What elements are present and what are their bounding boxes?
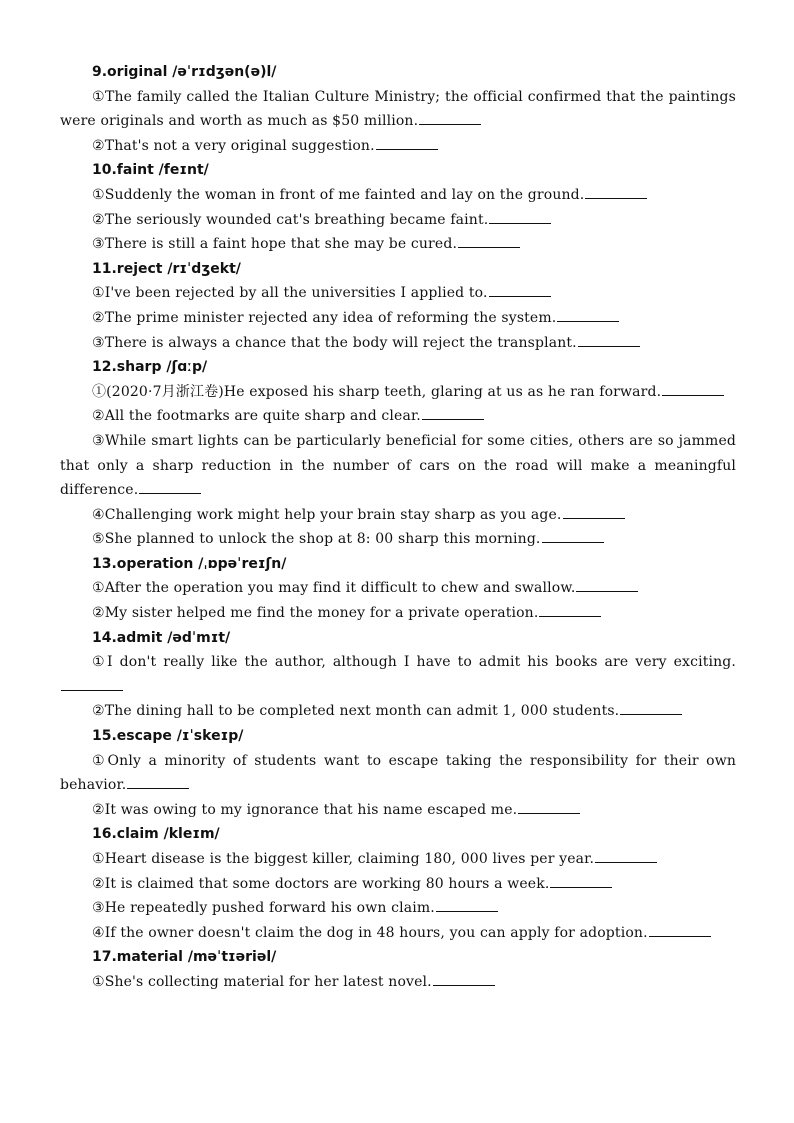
- answer-blank[interactable]: [542, 529, 604, 543]
- example-sentence: [60, 503, 736, 528]
- example-sentence: [60, 798, 736, 823]
- sentence-text: ④Challenging work might help your brain stay sharp as you age.: [92, 506, 562, 523]
- answer-blank[interactable]: [539, 603, 601, 617]
- sentence-text: ②The dining hall to be completed next month can admit 1, 000 students.: [92, 703, 620, 720]
- answer-blank[interactable]: [433, 972, 495, 986]
- example-sentence: [60, 134, 736, 159]
- example-sentence: [60, 85, 736, 134]
- vocab-entry: [60, 60, 736, 158]
- vocab-heading: 17.material /məˈtɪəriəl/: [92, 949, 277, 966]
- sentence-text: ②The prime minister rejected any idea of reforming the system.: [92, 309, 557, 326]
- answer-blank[interactable]: [620, 701, 682, 715]
- sentence-text: ③He repeatedly pushed forward his own claim.: [92, 900, 435, 917]
- sentence-text: ④If the owner doesn't claim the dog in 48 hours, you can apply for adoption.: [92, 924, 648, 941]
- example-sentence: [60, 281, 736, 306]
- answer-blank[interactable]: [436, 898, 498, 912]
- sentence-text: ①Suddenly the woman in front of me fainted and lay on the ground.: [92, 186, 585, 203]
- example-sentence: [60, 921, 736, 946]
- sentence-text: ①She's collecting material for her latest novel.: [92, 973, 432, 990]
- sentence-text: ②All the footmarks are quite sharp and clear.: [92, 408, 421, 425]
- sentence-text: ③There is always a chance that the body will reject the transplant.: [92, 334, 577, 351]
- sentence-text: ①After the operation you may find it difficult to chew and swallow.: [92, 580, 576, 597]
- vocab-heading: 15.escape /ɪˈskeɪp/: [92, 728, 244, 745]
- example-sentence: [60, 576, 736, 601]
- answer-blank[interactable]: [458, 234, 520, 248]
- sentence-text: ①I don't really like the author, although I have to admit his books are very exciting.: [92, 654, 736, 671]
- vocab-entry: [60, 626, 736, 724]
- example-sentence: [60, 380, 736, 405]
- document-page: [60, 60, 736, 995]
- sentence-text: ①Heart disease is the biggest killer, claiming 180, 000 lives per year.: [92, 851, 595, 867]
- vocab-entry: [60, 257, 736, 355]
- example-sentence: [60, 527, 736, 552]
- answer-blank[interactable]: [61, 677, 123, 691]
- example-sentence: [60, 650, 736, 699]
- answer-blank[interactable]: [489, 210, 551, 224]
- sentence-text: ③There is still a faint hope that she may be cured.: [92, 236, 458, 253]
- sentence-text: ①Only a minority of students want to escape taking the responsibility for their own behavior.: [60, 752, 736, 794]
- vocab-heading: 9.original /əˈrɪdʒən(ə)l/: [92, 64, 277, 80]
- answer-blank[interactable]: [578, 333, 640, 347]
- sentence-text: ②That's not a very original suggestion.: [92, 137, 375, 154]
- sentence-text: ②It is claimed that some doctors are working 80 hours a week.: [92, 875, 550, 892]
- example-sentence: [60, 601, 736, 626]
- sentence-text: ①The family called the Italian Culture Ministry; the official confirmed that the paintings were originals and worth as much as $50 million.: [60, 88, 736, 130]
- vocab-heading: 10.faint /feɪnt/: [92, 162, 209, 179]
- vocab-heading: 13.operation /ˌɒpəˈreɪʃn/: [92, 555, 287, 572]
- vocab-heading: 14.admit /ədˈmɪt/: [92, 629, 231, 646]
- sentence-text: ⑤She planned to unlock the shop at 8: 00 sharp this morning.: [92, 531, 541, 548]
- vocab-entry: [60, 552, 736, 626]
- example-sentence: [60, 896, 736, 921]
- answer-blank[interactable]: [563, 505, 625, 519]
- vocab-entry: [60, 158, 736, 256]
- vocab-entry: [60, 822, 736, 945]
- answer-blank[interactable]: [595, 849, 657, 863]
- answer-blank[interactable]: [662, 382, 724, 396]
- example-sentence: [60, 208, 736, 233]
- example-sentence: [60, 306, 736, 331]
- sentence-text: ③While smart lights can be particularly beneficial for some cities, others are so jammed that only a sharp reduction in the number of cars on the road will make a meaningful difference.: [60, 432, 736, 499]
- example-sentence: [60, 183, 736, 208]
- answer-blank[interactable]: [419, 111, 481, 125]
- sentence-text: ①(2020·7月浙江卷)He exposed his sharp teeth, glaring at us as he ran forward.: [92, 383, 662, 400]
- sentence-text: ②My sister helped me find the money for a private operation.: [92, 605, 539, 622]
- vocab-entry: [60, 355, 736, 552]
- answer-blank[interactable]: [550, 874, 612, 888]
- answer-blank[interactable]: [489, 283, 551, 297]
- sentence-text: ②The seriously wounded cat's breathing became faint.: [92, 211, 489, 228]
- answer-blank[interactable]: [518, 800, 580, 814]
- example-sentence: [60, 847, 736, 872]
- sentence-text: ①I've been rejected by all the universities I applied to.: [92, 285, 488, 302]
- answer-blank[interactable]: [557, 308, 619, 322]
- answer-blank[interactable]: [585, 185, 647, 199]
- answer-blank[interactable]: [422, 406, 484, 420]
- vocab-entry: [60, 724, 736, 822]
- vocab-heading: 16.claim /kleɪm/: [92, 826, 220, 843]
- answer-blank[interactable]: [139, 480, 201, 494]
- example-sentence: [60, 970, 736, 995]
- answer-blank[interactable]: [127, 775, 189, 789]
- sentence-text: ②It was owing to my ignorance that his name escaped me.: [92, 801, 518, 818]
- vocab-entry: [60, 945, 736, 994]
- answer-blank[interactable]: [376, 136, 438, 150]
- example-sentence: [60, 749, 736, 798]
- example-sentence: [60, 232, 736, 257]
- example-sentence: [60, 699, 736, 724]
- answer-blank[interactable]: [649, 923, 711, 937]
- example-sentence: [60, 429, 736, 503]
- example-sentence: [60, 872, 736, 897]
- vocab-heading: 12.sharp /ʃɑːp/: [92, 359, 208, 376]
- example-sentence: [60, 331, 736, 356]
- vocab-heading: 11.reject /rɪˈdʒekt/: [92, 260, 241, 277]
- answer-blank[interactable]: [576, 578, 638, 592]
- example-sentence: [60, 404, 736, 429]
